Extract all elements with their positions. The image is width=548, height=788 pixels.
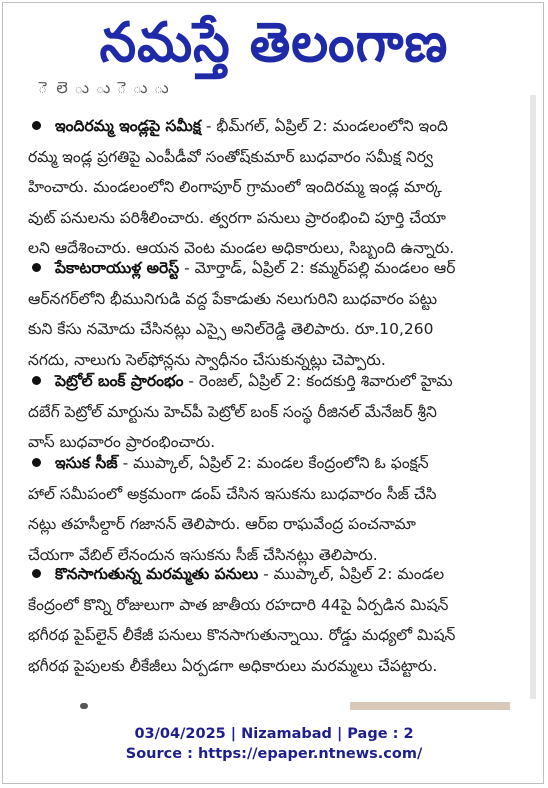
cut-off-text: ె లె ు ు ె ు ు xyxy=(38,78,171,97)
article-line: వుట్ పనులను పరిశీలించారు. త్వరగా పనులు ప్రారంభించి పూర్తి చేయా xyxy=(28,208,446,227)
footer-date-edition: 03/04/2025 | Nizamabad | Page : 2 xyxy=(134,726,414,742)
news-clipping xyxy=(28,78,532,698)
article-line: వాస్ బుధవారం ప్రారంభించారు. xyxy=(28,433,216,451)
footer xyxy=(0,724,548,764)
footer-source: Source : https://epaper.ntnews.com/ xyxy=(125,746,423,762)
article-line: చేయగా వేబిల్ లేనందున ఇసుకను సీజ్ చేసినట్లు తెలిపారు. xyxy=(28,545,378,564)
article-line: దబేగ్ పెట్రోల్ మార్టును హెచ్‌పీ పెట్రోల్ బంక్ సంస్థ రీజినల్ మేనేజర్ శ్రీని xyxy=(28,402,437,421)
article-headline: పేకాటరాయుళ్ల అరెస్ట్ xyxy=(55,259,180,277)
cut-off-image-edge xyxy=(350,702,510,710)
article-headline: ఇందిరమ్మ ఇండ్లపై సమీక్ష xyxy=(55,117,201,135)
article-isuka xyxy=(28,448,532,570)
article-marammatu xyxy=(28,559,532,681)
article-line: రమ్మ ఇండ్ల ప్రగతిపై ఎంపీడీవో సంతోష్‌కుమార్ బుధవారం సమీక్ష నిర్వ xyxy=(28,147,434,166)
article-first-line: ఇందిరమ్మ ఇండ్లపై సమీక్ష - భీమ్‌గల్, ఏప్రిల్ 2: మండలంలోని ఇంది xyxy=(28,111,532,142)
bullet-icon xyxy=(32,458,41,467)
article-line: కుని కేసు నమోదు చేసినట్లు ఎస్సై అనిల్‌రెడ్డి తెలిపారు. రూ.10,260 xyxy=(28,320,434,338)
cut-off-bottom-strip xyxy=(60,700,530,710)
article-first-line: ఇసుక సీజ్ - ముప్కాల్, ఏప్రిల్ 2: మండల కేంద్రంలోని ఓ ఫంక్షన్ xyxy=(28,448,532,479)
article-line: ఆర్‌నగర్‌లోని భీమునిగుడి వద్ద పేకాడుతు నలుగురిని బుధవారం పట్టు xyxy=(28,289,438,308)
article-line: నగదు, నాలుగు సెల్‌ఫోన్లను స్వాధీనం చేసుకున్నట్లు చెప్పారు. xyxy=(28,350,386,369)
bullet-icon xyxy=(32,263,41,272)
bullet-icon xyxy=(32,121,41,130)
article-pekata xyxy=(28,253,532,375)
article-first-line: కొనసాగుతున్న మరమ్మతు పనులు - ముప్కాల్, ఏప్రిల్ 2: మండల xyxy=(28,559,532,590)
article-headline: పెట్రోల్ బంక్ ప్రారంభం xyxy=(55,372,184,390)
article-line: భగీరథ పైపులకు లీకేజీలు ఏర్పడగా అధికారులు మరమ్మలు చేపట్టారు. xyxy=(28,656,438,675)
article-line: కేంద్రంలో కొన్ని రోజులుగా పాత జాతీయ రహదారి 44పై ఏర్పడిన మిషన్ xyxy=(28,595,449,614)
article-line: నట్లు తహసీల్దార్ గజానన్ తెలిపారు. ఆర్ఐ రాఘవేంద్ర పంచనామా xyxy=(28,515,416,533)
article-petrol xyxy=(28,366,532,458)
masthead-logo: నమస్తే తెలంగాణ xyxy=(99,11,449,75)
article-line: హాల్ సమీపంలో అక్రమంగా డంప్ చేసిన ఇసుకను బుధవారం సీజ్ చేసి xyxy=(28,484,437,503)
article-line: లని ఆదేశించారు. ఆయన వెంట మండల అధికారులు, సిబ్బంది ఉన్నారు. xyxy=(28,239,455,257)
article-first-line: పేకాటరాయుళ్ల అరెస్ట్ - మోర్తాడ్, ఏప్రిల్ 2: కమ్మర్‌పల్లి మండలం ఆర్ xyxy=(28,253,532,284)
masthead xyxy=(0,0,548,85)
bullet-icon xyxy=(32,569,41,578)
article-first-line: పెట్రోల్ బంక్ ప్రారంభం - రెంజల్, ఏప్రిల్ 2: కందకుర్తి శివారులో హైమ xyxy=(28,366,532,397)
article-indiramma xyxy=(28,111,532,264)
bullet-icon xyxy=(32,376,41,385)
article-headline: ఇసుక సీజ్ xyxy=(55,454,118,472)
article-headline: కొనసాగుతున్న మరమ్మతు పనులు xyxy=(55,565,259,583)
article-line: భగీరథ పైప్‌లైన్ లీకేజీ పనులు కొనసాగుతున్నాయి. రోడ్డు మధ్యలో మిషన్ xyxy=(28,626,456,644)
article-line: హించారు. మండలంలోని లింగాపూర్ గ్రామంలో ఇందిరమ్మ ఇండ్ల మార్క xyxy=(28,178,442,196)
cut-off-mark xyxy=(80,703,88,709)
